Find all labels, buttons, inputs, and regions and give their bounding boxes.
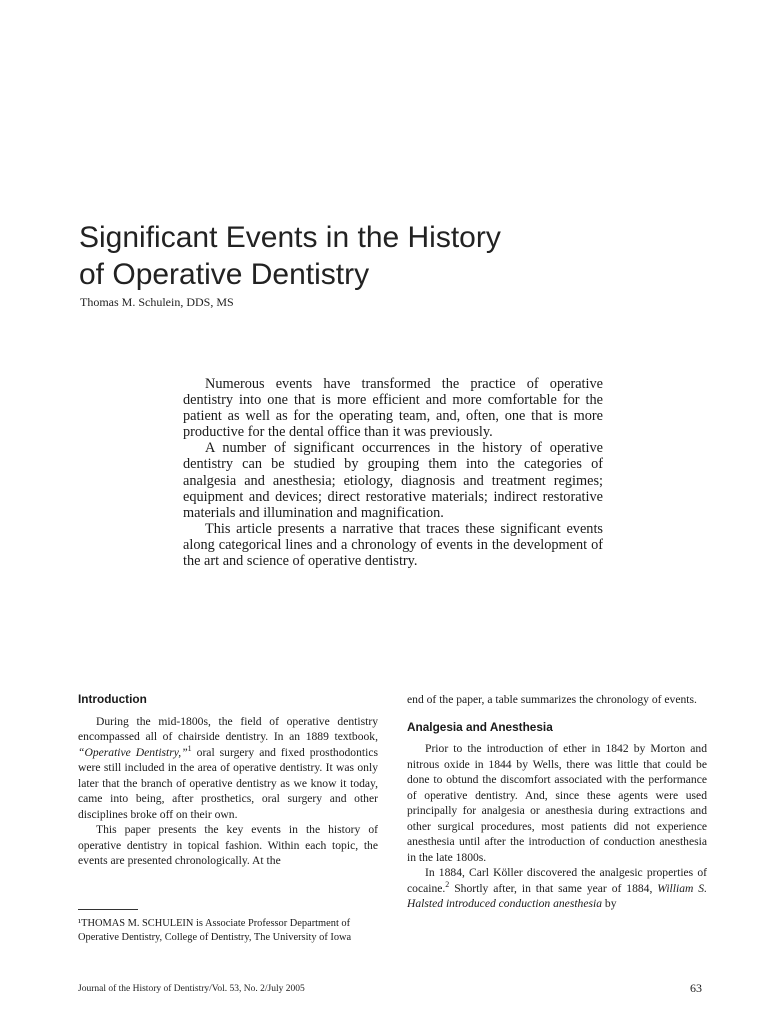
article-title-line-1: Significant Events in the History [79, 221, 501, 254]
body-paragraph: Prior to the introduction of ether in 1842 by Morton and nitrous oxide in 1844 by Wells, there was little that could be done to obtund the discomfort associated with the performance of operative dentistry. And, since these agents were used principally for analgesia or anesthesia during extractions and other surgical procedures, most patients did not experience anesthesia until after the introduction of conduction anesthesia in the late 1800s. [407, 742, 707, 864]
article-title [79, 219, 699, 293]
body-paragraph: end of the paper, a table summarizes the chronology of events. [407, 693, 697, 706]
journal-footer: Journal of the History of Dentistry/Vol. 53, No. 2/July 2005 [78, 984, 305, 994]
body-paragraph [78, 714, 378, 823]
book-title: “Operative Dentistry,” [78, 745, 188, 759]
abstract-paragraph: A number of significant occurrences in the history of operative dentistry can be studied by grouping them into the categories of analgesia and anesthesia; etiology, diagnosis and treatment regimes; equipment and devices; direct restorative materials; indirect restorative materials and illumination and magnification. [183, 440, 603, 521]
abstract-paragraph: Numerous events have transformed the practice of operative dentistry into one that is more efficient and more comfortable for the patient as well as for the operating team, and, often, one that is more productive for the dental office than it was previously. [183, 376, 603, 441]
right-column [407, 692, 707, 912]
abstract-paragraph: This article presents a narrative that traces these significant events along categorical lines and a chronology of events in the development of the art and science of operative dentistry. [183, 520, 603, 570]
text-run: by [602, 897, 617, 910]
author-byline: Thomas M. Schulein, DDS, MS [80, 295, 234, 309]
text-run: During the mid-1800s, the field of operative dentistry encompassed all of chairside dentistry. In an 1889 textbook, [78, 714, 378, 743]
reference-marker: 1 [187, 743, 192, 753]
body-paragraph [407, 865, 707, 912]
article-title-line-2: of Operative Dentistry [79, 258, 370, 291]
spacer [407, 708, 707, 720]
text-run: Shortly after, in that same year of 1884, [449, 881, 658, 895]
footnote: ¹THOMAS M. SCHULEIN is Associate Professor Department of Operative Dentistry, College of Dentistry, The University of Iowa [78, 918, 352, 943]
text-run: oral surgery and fixed prosthodontics were still included in the area of operative dentistry. It was only later that the branch of operative dentistry as we know it today, came into being, after prosthetics, oral surgery and other disciplines broke off on their own. [78, 745, 378, 821]
italic-run: William S. Halsted introduced conduction anesthesia [407, 881, 707, 910]
footnote-rule [78, 909, 138, 910]
text-run: In 1884, Carl Köller discovered the analgesic properties of cocaine. [407, 866, 707, 895]
abstract [183, 376, 603, 569]
body-paragraph: This paper presents the key events in the history of operative dentistry in topical fashion. Within each topic, the events are presented chronologically. At the [78, 823, 378, 867]
section-heading-introduction: Introduction [78, 692, 147, 706]
page-number: 63 [690, 981, 702, 995]
section-heading-analgesia: Analgesia and Anesthesia [407, 719, 553, 734]
reference-marker: 2 [445, 879, 450, 889]
left-column [78, 692, 378, 869]
